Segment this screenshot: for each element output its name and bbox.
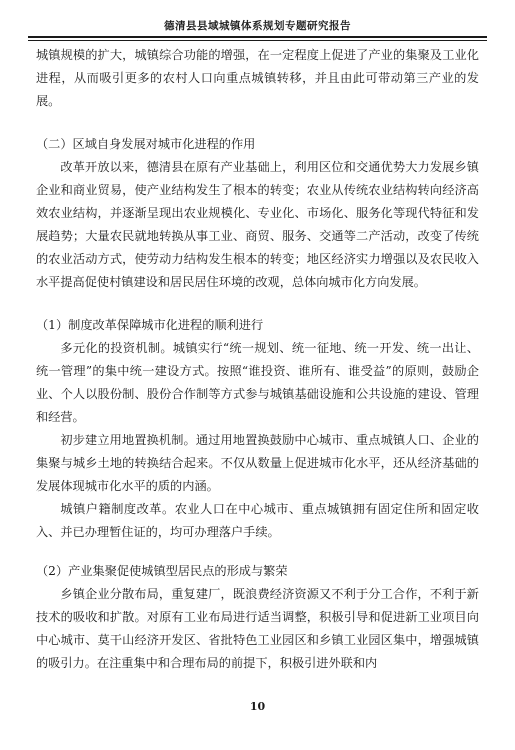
page-number: 10	[249, 700, 266, 713]
page-header	[28, 14, 487, 38]
paragraph-township-enterprises: 乡镇企业分散布局，重复建厂，既浪费经济资源又不利于分工合作，不利于新技术的吸收和扩散。对原有工业布局进行适当调整，积极引导和促进新工业项目向中心城市、莫干山经济开发区、省批特色工业园区和乡镇工业园区集中，增强城镇的吸引力。在注重集中和合理布局的前提下，积极引进外联和内	[36, 587, 479, 670]
document-body	[36, 44, 479, 675]
paragraph-household-registration: 城镇户籍制度改革。农业人口在中心城市、重点城镇拥有固定住所和固定收入、并已办理暂住证的，均可办理落户手续。	[36, 502, 479, 539]
subsection-heading-industrial-agglomeration: （2）产业集聚促使城镇型居民点的形成与繁荣	[36, 564, 288, 578]
paragraph-investment-mechanism: 多元化的投资机制。城镇实行“统一规划、统一征地、统一开发、统一出让、统一管理”的集中统一建设方式。按照“谁投资、谁所有、谁受益”的原则，鼓励企业、个人以股份制、股份合作制等方式参与城镇基础设施和公共设施的建设、管理和经营。	[36, 341, 479, 424]
section-heading-regional-development: （二）区域自身发展对城市化进程的作用	[36, 137, 256, 151]
report-title: 德清县县域城镇体系规划专题研究报告	[164, 20, 351, 32]
paragraph-continuation: 城镇规模的扩大，城镇综合功能的增强，在一定程度上促进了产业的集聚及工业化进程，从而吸引更多的农村人口向重点城镇转移，并且由此可带动第三产业的发展。	[36, 48, 479, 108]
paragraph-reform-industry: 改革开放以来，德清县在原有产业基础上，利用区位和交通优势大力发展乡镇企业和商业贸易，使产业结构发生了根本的转变；农业从传统农业结构转向经济高效农业结构，并逐渐呈现出农业规模化、专业化、市场化、服务化等现代特征和发展趋势；大量农民就地转换从事工业、商贸、服务、交通等二产活动，改变了传统的农业活动方式，使劳动力结构发生根本的转变；地区经济实力增强以及农民收入水平提高促使村镇建设和居民居住环境的改观，总体向城市化方向发展。	[36, 160, 479, 289]
paragraph-land-replacement: 初步建立用地置换机制。通过用地置换鼓励中心城市、重点城镇人口、企业的集聚与城乡土地的转换结合起来。不仅从数量上促进城市化水平，还从经济基础的发展体现城市化水平的质的内涵。	[36, 433, 479, 493]
subsection-heading-institutional-reform: （1）制度改革保障城市化进程的顺利进行	[36, 318, 264, 332]
